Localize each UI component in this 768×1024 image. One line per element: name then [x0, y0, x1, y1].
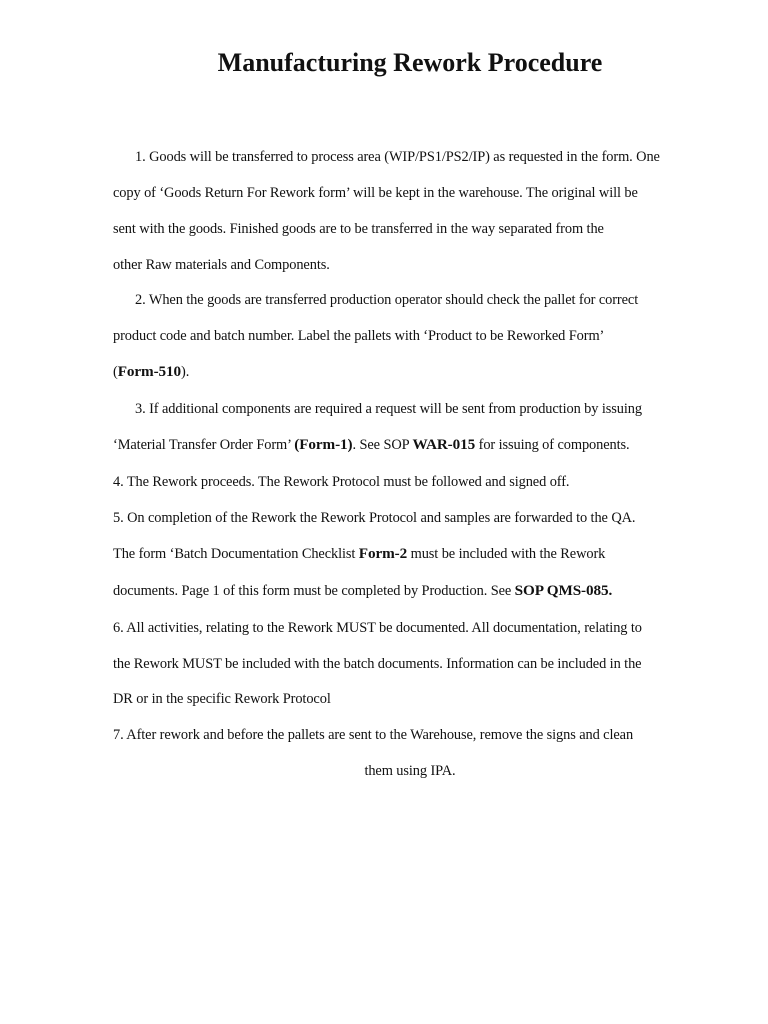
paren-close: ). [181, 364, 190, 380]
sop-qms-085-ref: SOP QMS-085. [514, 582, 613, 599]
form-2-ref: Form-2 [358, 545, 408, 562]
step-3-text-c: for issuing of components. [475, 437, 630, 453]
step-3-line-2 [113, 435, 630, 455]
step-4-line-1: 4. The Rework proceeds. The Rework Protocol must be followed and signed off. [113, 474, 570, 490]
form-1-ref: (Form-1) [294, 436, 353, 453]
step-6-line-3: DR or in the specific Rework Protocol [113, 691, 331, 707]
step-5-line-2 [113, 544, 605, 564]
document-title: Manufacturing Rework Procedure [217, 48, 603, 77]
step-6-line-2: the Rework MUST be included with the batch documents. Information can be included in the [113, 656, 642, 672]
step-5-text-a: The form ‘Batch Documentation Checklist [113, 546, 359, 562]
step-3-line-1: 3. If additional components are required a request will be sent from production by issuing [135, 401, 642, 417]
step-2-line-1: 2. When the goods are transferred production operator should check the pallet for correct [135, 292, 639, 308]
step-1-line-1: 1. Goods will be transferred to process area (WIP/PS1/PS2/IP) as requested in the form. One [135, 149, 660, 165]
sop-war-015-ref: WAR-015 [412, 436, 476, 453]
step-5-text-b: must be included with the Rework [407, 546, 606, 562]
paren-open: ( [113, 364, 118, 380]
step-1-line-2: copy of ‘Goods Return For Rework form’ will be kept in the warehouse. The original will be [113, 185, 638, 201]
step-3-text-b: . See SOP [352, 437, 413, 453]
step-3-text-a: ‘Material Transfer Order Form’ [113, 437, 295, 453]
step-2-line-2: product code and batch number. Label the pallets with ‘Product to be Reworked Form’ [113, 328, 605, 344]
step-5-text-c: documents. Page 1 of this form must be completed by Production. See [113, 583, 515, 599]
step-7-line-2: them using IPA. [364, 763, 456, 779]
step-5-line-1: 5. On completion of the Rework the Rework Protocol and samples are forwarded to the QA. [113, 510, 636, 526]
step-2-line-3 [113, 362, 189, 382]
step-1-line-4: other Raw materials and Components. [113, 257, 330, 273]
step-7-line-1: 7. After rework and before the pallets are sent to the Warehouse, remove the signs and clean [113, 727, 634, 743]
step-1-line-3: sent with the goods. Finished goods are to be transferred in the way separated from the [113, 221, 604, 237]
form-510-ref: Form-510 [117, 363, 182, 380]
step-6-line-1: 6. All activities, relating to the Rework MUST be documented. All documentation, relating to [113, 620, 642, 636]
step-5-line-3 [113, 581, 612, 601]
